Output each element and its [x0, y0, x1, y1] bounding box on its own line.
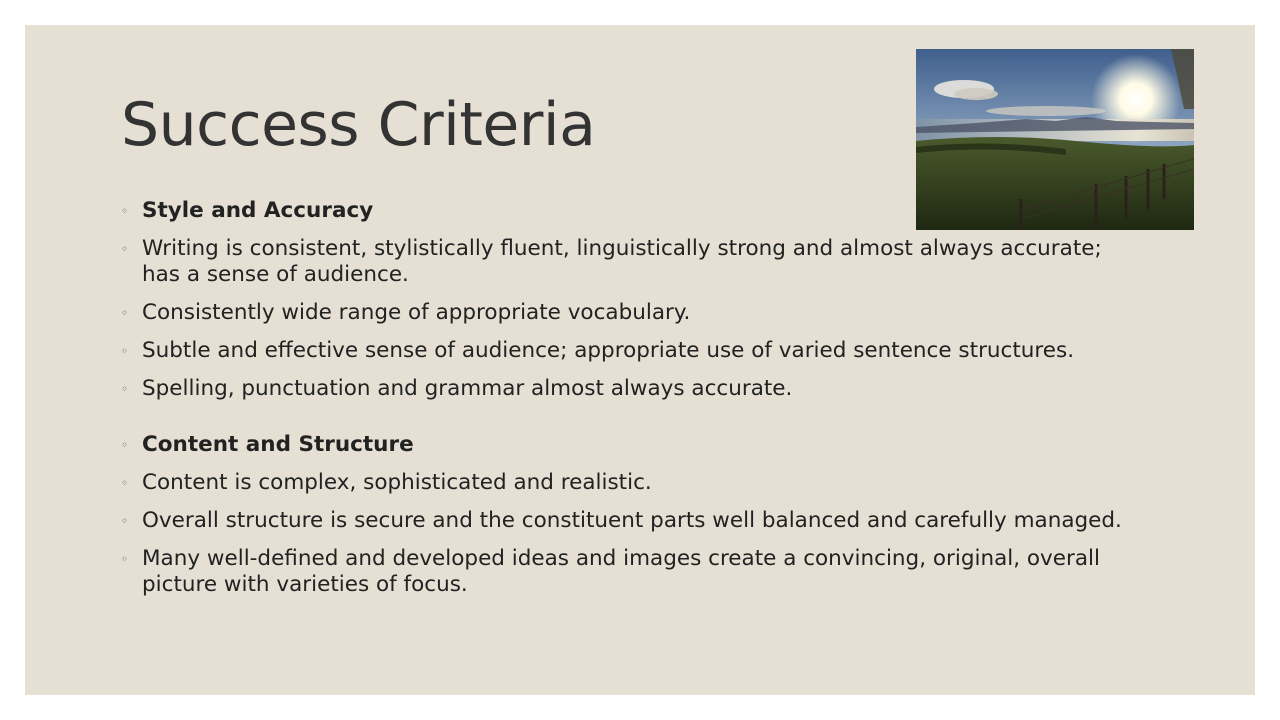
list-item-text: Style and Accuracy: [142, 198, 374, 223]
slide: [25, 25, 1255, 695]
list-item: [119, 338, 1139, 364]
list-item: [119, 546, 1139, 598]
list-item: [119, 198, 1139, 224]
bullet-icon: ◦: [121, 552, 129, 566]
list-item-text: Overall structure is secure and the constituent parts well balanced and carefully managed.: [142, 508, 1122, 533]
list-item: [119, 432, 1139, 458]
bullet-icon: ◦: [121, 514, 129, 528]
bullet-icon: ◦: [121, 306, 129, 320]
bullet-icon: ◦: [121, 382, 129, 396]
list-item: [119, 236, 1139, 288]
list-item: [119, 376, 1139, 402]
list-item-text: Many well-defined and developed ideas and images create a convincing, original, overall picture with varieties of focus.: [142, 546, 1100, 597]
list-item: [119, 300, 1139, 326]
bullet-icon: ◦: [121, 344, 129, 358]
list-item-text: Writing is consistent, stylistically fluent, linguistically strong and almost always accurate; has a sense of audience.: [142, 236, 1102, 287]
list-item-text: Consistently wide range of appropriate vocabulary.: [142, 300, 691, 325]
list-item: [119, 508, 1139, 534]
list-item-text: Subtle and effective sense of audience; appropriate use of varied sentence structures.: [142, 338, 1075, 363]
bullet-icon: ◦: [121, 204, 129, 218]
bullet-icon: ◦: [121, 476, 129, 490]
bullet-icon: ◦: [121, 438, 129, 452]
bullet-icon: ◦: [121, 242, 129, 256]
list-item-text: Content and Structure: [142, 432, 414, 457]
list-item: [119, 470, 1139, 496]
list-item-text: Spelling, punctuation and grammar almost always accurate.: [142, 376, 793, 401]
slide-title: Success Criteria: [121, 90, 596, 160]
bullet-list: [119, 198, 1139, 610]
list-item-text: Content is complex, sophisticated and realistic.: [142, 470, 652, 495]
